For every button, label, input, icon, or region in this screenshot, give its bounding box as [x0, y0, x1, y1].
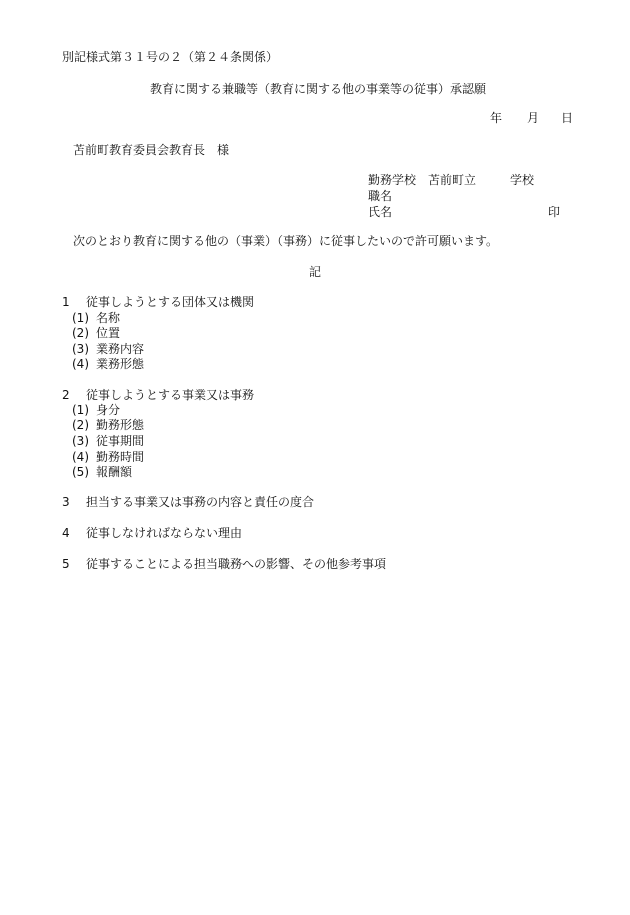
- item-label: 勤務時間: [96, 450, 145, 464]
- school-label: 勤務学校: [368, 173, 417, 187]
- ki-heading: 記: [309, 265, 322, 279]
- item-number: (2): [72, 326, 89, 340]
- date-month: 月: [527, 111, 540, 125]
- section-number: 3: [62, 495, 70, 509]
- addressee: 苫前町教育委員会教育長 様: [73, 143, 230, 157]
- date-day: 日: [561, 111, 574, 125]
- item-number: (3): [72, 342, 89, 356]
- section-number: 5: [62, 557, 70, 571]
- item-number: (3): [72, 434, 89, 448]
- section-title: 担当する事業又は事務の内容と責任の度合: [86, 495, 315, 509]
- item-label: 従事期間: [96, 434, 145, 448]
- item-number: (4): [72, 357, 89, 371]
- name-label: 氏名: [368, 205, 393, 219]
- section-number: 1: [62, 295, 70, 309]
- item-number: (5): [72, 465, 89, 479]
- section-title: 従事することによる担当職務への影響、その他参考事項: [86, 557, 387, 571]
- item-number: (1): [72, 311, 89, 325]
- item-label: 業務形態: [96, 357, 145, 371]
- item-number: (1): [72, 403, 89, 417]
- date-year: 年: [490, 111, 503, 125]
- school-prefix: 苫前町立: [428, 173, 477, 187]
- item-label: 業務内容: [96, 342, 145, 356]
- document-title: 教育に関する兼職等（教育に関する他の事業等の従事）承認願: [150, 82, 487, 96]
- item-label: 勤務形態: [96, 418, 145, 432]
- item-label: 位置: [96, 326, 121, 340]
- school-suffix: 学校: [510, 173, 535, 187]
- item-number: (2): [72, 418, 89, 432]
- item-label: 身分: [96, 403, 121, 417]
- item-number: (4): [72, 450, 89, 464]
- section-title: 従事しなければならない理由: [86, 526, 243, 540]
- position-label: 職名: [368, 189, 393, 203]
- section-number: 4: [62, 526, 70, 540]
- form-reference: 別記様式第３１号の２（第２４条関係）: [62, 50, 279, 64]
- body-text: 次のとおり教育に関する他の（事業）（事務）に従事したいので許可願います。: [73, 234, 499, 248]
- section-number: 2: [62, 388, 70, 402]
- item-label: 名称: [96, 311, 121, 325]
- section-title: 従事しようとする団体又は機関: [86, 295, 255, 309]
- seal-mark: 印: [548, 205, 561, 219]
- item-label: 報酬額: [96, 465, 133, 479]
- section-title: 従事しようとする事業又は事務: [86, 388, 255, 402]
